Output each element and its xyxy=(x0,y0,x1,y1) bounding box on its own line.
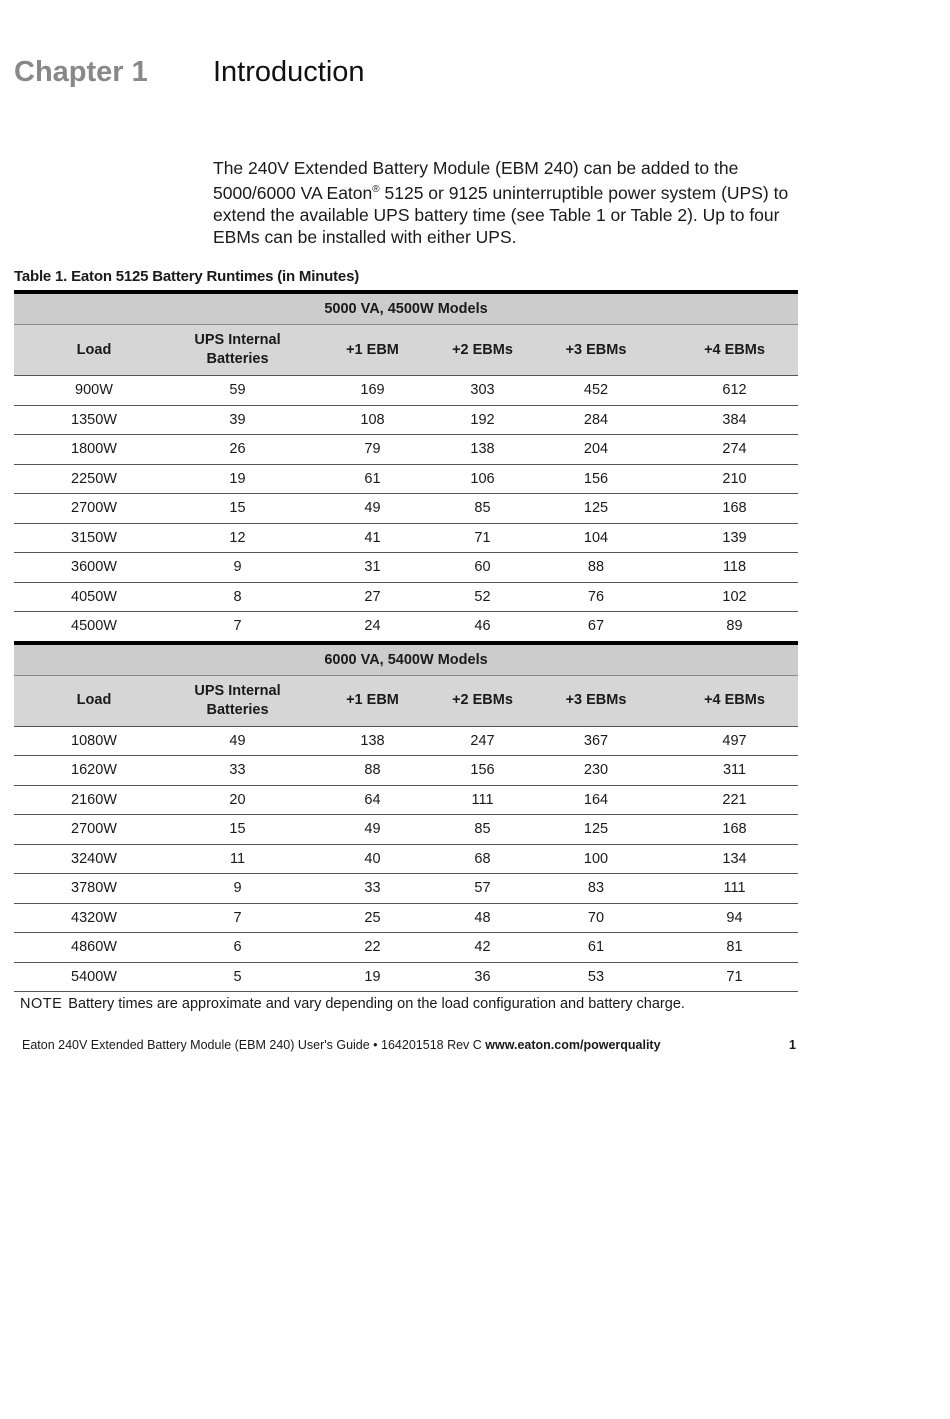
table-cell: 6 xyxy=(174,933,301,963)
table-cell: 125 xyxy=(521,815,671,845)
page-footer xyxy=(22,1038,796,1052)
table-cell: 1350W xyxy=(14,405,174,435)
table-cell: 19 xyxy=(301,962,444,992)
table-cell: 100 xyxy=(521,844,671,874)
column-header: Load xyxy=(14,675,174,726)
table-cell: 900W xyxy=(14,376,174,406)
table-row xyxy=(14,553,798,583)
table-cell: 5400W xyxy=(14,962,174,992)
table-cell: 57 xyxy=(444,874,521,904)
table-cell: 20 xyxy=(174,785,301,815)
table-cell: 85 xyxy=(444,494,521,524)
table-cell: 210 xyxy=(671,464,798,494)
table-cell: 102 xyxy=(671,582,798,612)
table-cell: 46 xyxy=(444,612,521,643)
table-cell: 70 xyxy=(521,903,671,933)
table-cell: 108 xyxy=(301,405,444,435)
table-row xyxy=(14,815,798,845)
table-row xyxy=(14,874,798,904)
table-cell: 2700W xyxy=(14,815,174,845)
table-cell: 247 xyxy=(444,726,521,756)
table-cell: 2160W xyxy=(14,785,174,815)
chapter-title: Introduction xyxy=(213,56,365,88)
table-row xyxy=(14,933,798,963)
table-cell: 25 xyxy=(301,903,444,933)
table-cell: 8 xyxy=(174,582,301,612)
table-cell: 81 xyxy=(671,933,798,963)
table-cell: 64 xyxy=(301,785,444,815)
table-row xyxy=(14,726,798,756)
table-cell: 230 xyxy=(521,756,671,786)
table-cell: 4050W xyxy=(14,582,174,612)
table-cell: 168 xyxy=(671,494,798,524)
table-cell: 612 xyxy=(671,376,798,406)
table-cell: 40 xyxy=(301,844,444,874)
section-header-row xyxy=(14,643,798,676)
column-header: +2 EBMs xyxy=(444,675,521,726)
table-cell: 60 xyxy=(444,553,521,583)
table-cell: 71 xyxy=(671,962,798,992)
table-cell: 88 xyxy=(301,756,444,786)
table-cell: 3240W xyxy=(14,844,174,874)
table-cell: 27 xyxy=(301,582,444,612)
table-cell: 39 xyxy=(174,405,301,435)
table-cell: 85 xyxy=(444,815,521,845)
intro-text-2: 5125 or 9125 uninterruptible power system (UPS) to extend the available UPS battery time (see Table 1 or Table 2). Up to four EBMs can be installed with either UPS. xyxy=(213,182,789,247)
table-cell: 452 xyxy=(521,376,671,406)
table-cell: 33 xyxy=(174,756,301,786)
table-cell: 68 xyxy=(444,844,521,874)
table-cell: 79 xyxy=(301,435,444,465)
table-cell: 9 xyxy=(174,874,301,904)
table-cell: 111 xyxy=(444,785,521,815)
table-cell: 5 xyxy=(174,962,301,992)
table-cell: 7 xyxy=(174,903,301,933)
table-cell: 156 xyxy=(521,464,671,494)
runtime-table xyxy=(14,290,798,992)
table-row xyxy=(14,494,798,524)
table-cell: 33 xyxy=(301,874,444,904)
table-cell: 26 xyxy=(174,435,301,465)
table-cell: 61 xyxy=(301,464,444,494)
chapter-label: Chapter 1 xyxy=(14,56,148,88)
table-cell: 49 xyxy=(301,494,444,524)
table-cell: 4500W xyxy=(14,612,174,643)
table-cell: 61 xyxy=(521,933,671,963)
table-cell: 11 xyxy=(174,844,301,874)
column-header: +1 EBM xyxy=(301,325,444,376)
table-row xyxy=(14,464,798,494)
table-row xyxy=(14,582,798,612)
column-header: +1 EBM xyxy=(301,675,444,726)
table-caption: Table 1. Eaton 5125 Battery Runtimes (in Minutes) xyxy=(14,268,359,285)
table-cell: 4860W xyxy=(14,933,174,963)
table-cell: 164 xyxy=(521,785,671,815)
column-header-row xyxy=(14,325,798,376)
table-cell: 497 xyxy=(671,726,798,756)
table-cell: 284 xyxy=(521,405,671,435)
column-header: +4 EBMs xyxy=(671,325,798,376)
table-cell: 52 xyxy=(444,582,521,612)
table-row xyxy=(14,962,798,992)
footer-url[interactable]: www.eaton.com/powerquality xyxy=(485,1038,661,1052)
note xyxy=(20,996,685,1012)
section-title: 6000 VA, 5400W Models xyxy=(14,643,798,676)
note-text: Battery times are approximate and vary depending on the load configuration and battery charge. xyxy=(68,996,685,1012)
table-cell: 311 xyxy=(671,756,798,786)
table-cell: 89 xyxy=(671,612,798,643)
table-cell: 88 xyxy=(521,553,671,583)
table-cell: 125 xyxy=(521,494,671,524)
table-cell: 3600W xyxy=(14,553,174,583)
registered-mark: ® xyxy=(372,184,380,195)
page-number: 1 xyxy=(789,1038,796,1052)
table-cell: 83 xyxy=(521,874,671,904)
table-cell: 138 xyxy=(444,435,521,465)
table-cell: 15 xyxy=(174,815,301,845)
table-cell: 3150W xyxy=(14,523,174,553)
table-cell: 384 xyxy=(671,405,798,435)
intro-text-1: The 240V Extended Battery Module (EBM 240) can be added to the 5000/6000 VA Eaton xyxy=(213,158,739,203)
table-row xyxy=(14,785,798,815)
table-row xyxy=(14,612,798,643)
table-cell: 7 xyxy=(174,612,301,643)
table-cell: 94 xyxy=(671,903,798,933)
table-row xyxy=(14,756,798,786)
table-cell: 118 xyxy=(671,553,798,583)
table-cell: 42 xyxy=(444,933,521,963)
table-row xyxy=(14,405,798,435)
table-cell: 15 xyxy=(174,494,301,524)
column-header: Load xyxy=(14,325,174,376)
table-cell: 31 xyxy=(301,553,444,583)
table-cell: 156 xyxy=(444,756,521,786)
column-header: +2 EBMs xyxy=(444,325,521,376)
footer-text: Eaton 240V Extended Battery Module (EBM 240) User's Guide • 164201518 Rev C xyxy=(22,1038,486,1052)
table-cell: 192 xyxy=(444,405,521,435)
table-cell: 168 xyxy=(671,815,798,845)
table-cell: 111 xyxy=(671,874,798,904)
table-cell: 104 xyxy=(521,523,671,553)
table-cell: 1620W xyxy=(14,756,174,786)
intro-paragraph xyxy=(213,157,803,248)
section-header-row xyxy=(14,292,798,325)
table-cell: 36 xyxy=(444,962,521,992)
column-header: UPS Internal Batteries xyxy=(174,675,301,726)
table-cell: 169 xyxy=(301,376,444,406)
table-row xyxy=(14,523,798,553)
table-cell: 1800W xyxy=(14,435,174,465)
table-cell: 1080W xyxy=(14,726,174,756)
table-cell: 106 xyxy=(444,464,521,494)
table-cell: 19 xyxy=(174,464,301,494)
table-cell: 49 xyxy=(174,726,301,756)
table-cell: 4320W xyxy=(14,903,174,933)
table-cell: 41 xyxy=(301,523,444,553)
table-cell: 49 xyxy=(301,815,444,845)
table-cell: 22 xyxy=(301,933,444,963)
column-header-row xyxy=(14,675,798,726)
table-cell: 53 xyxy=(521,962,671,992)
column-header: +3 EBMs xyxy=(521,675,671,726)
table-cell: 139 xyxy=(671,523,798,553)
table-cell: 59 xyxy=(174,376,301,406)
table-cell: 138 xyxy=(301,726,444,756)
table-cell: 76 xyxy=(521,582,671,612)
table-row xyxy=(14,376,798,406)
table-row xyxy=(14,903,798,933)
note-label: NOTE xyxy=(20,996,63,1012)
table-cell: 204 xyxy=(521,435,671,465)
table-cell: 9 xyxy=(174,553,301,583)
table-cell: 221 xyxy=(671,785,798,815)
table-cell: 2700W xyxy=(14,494,174,524)
table-cell: 24 xyxy=(301,612,444,643)
table-cell: 12 xyxy=(174,523,301,553)
table-cell: 303 xyxy=(444,376,521,406)
column-header: +3 EBMs xyxy=(521,325,671,376)
table-cell: 367 xyxy=(521,726,671,756)
column-header: UPS Internal Batteries xyxy=(174,325,301,376)
table-cell: 274 xyxy=(671,435,798,465)
table-row xyxy=(14,435,798,465)
table-cell: 3780W xyxy=(14,874,174,904)
table-cell: 67 xyxy=(521,612,671,643)
table-cell: 134 xyxy=(671,844,798,874)
table-row xyxy=(14,844,798,874)
table-cell: 71 xyxy=(444,523,521,553)
column-header: +4 EBMs xyxy=(671,675,798,726)
table-cell: 2250W xyxy=(14,464,174,494)
table-cell: 48 xyxy=(444,903,521,933)
section-title: 5000 VA, 4500W Models xyxy=(14,292,798,325)
